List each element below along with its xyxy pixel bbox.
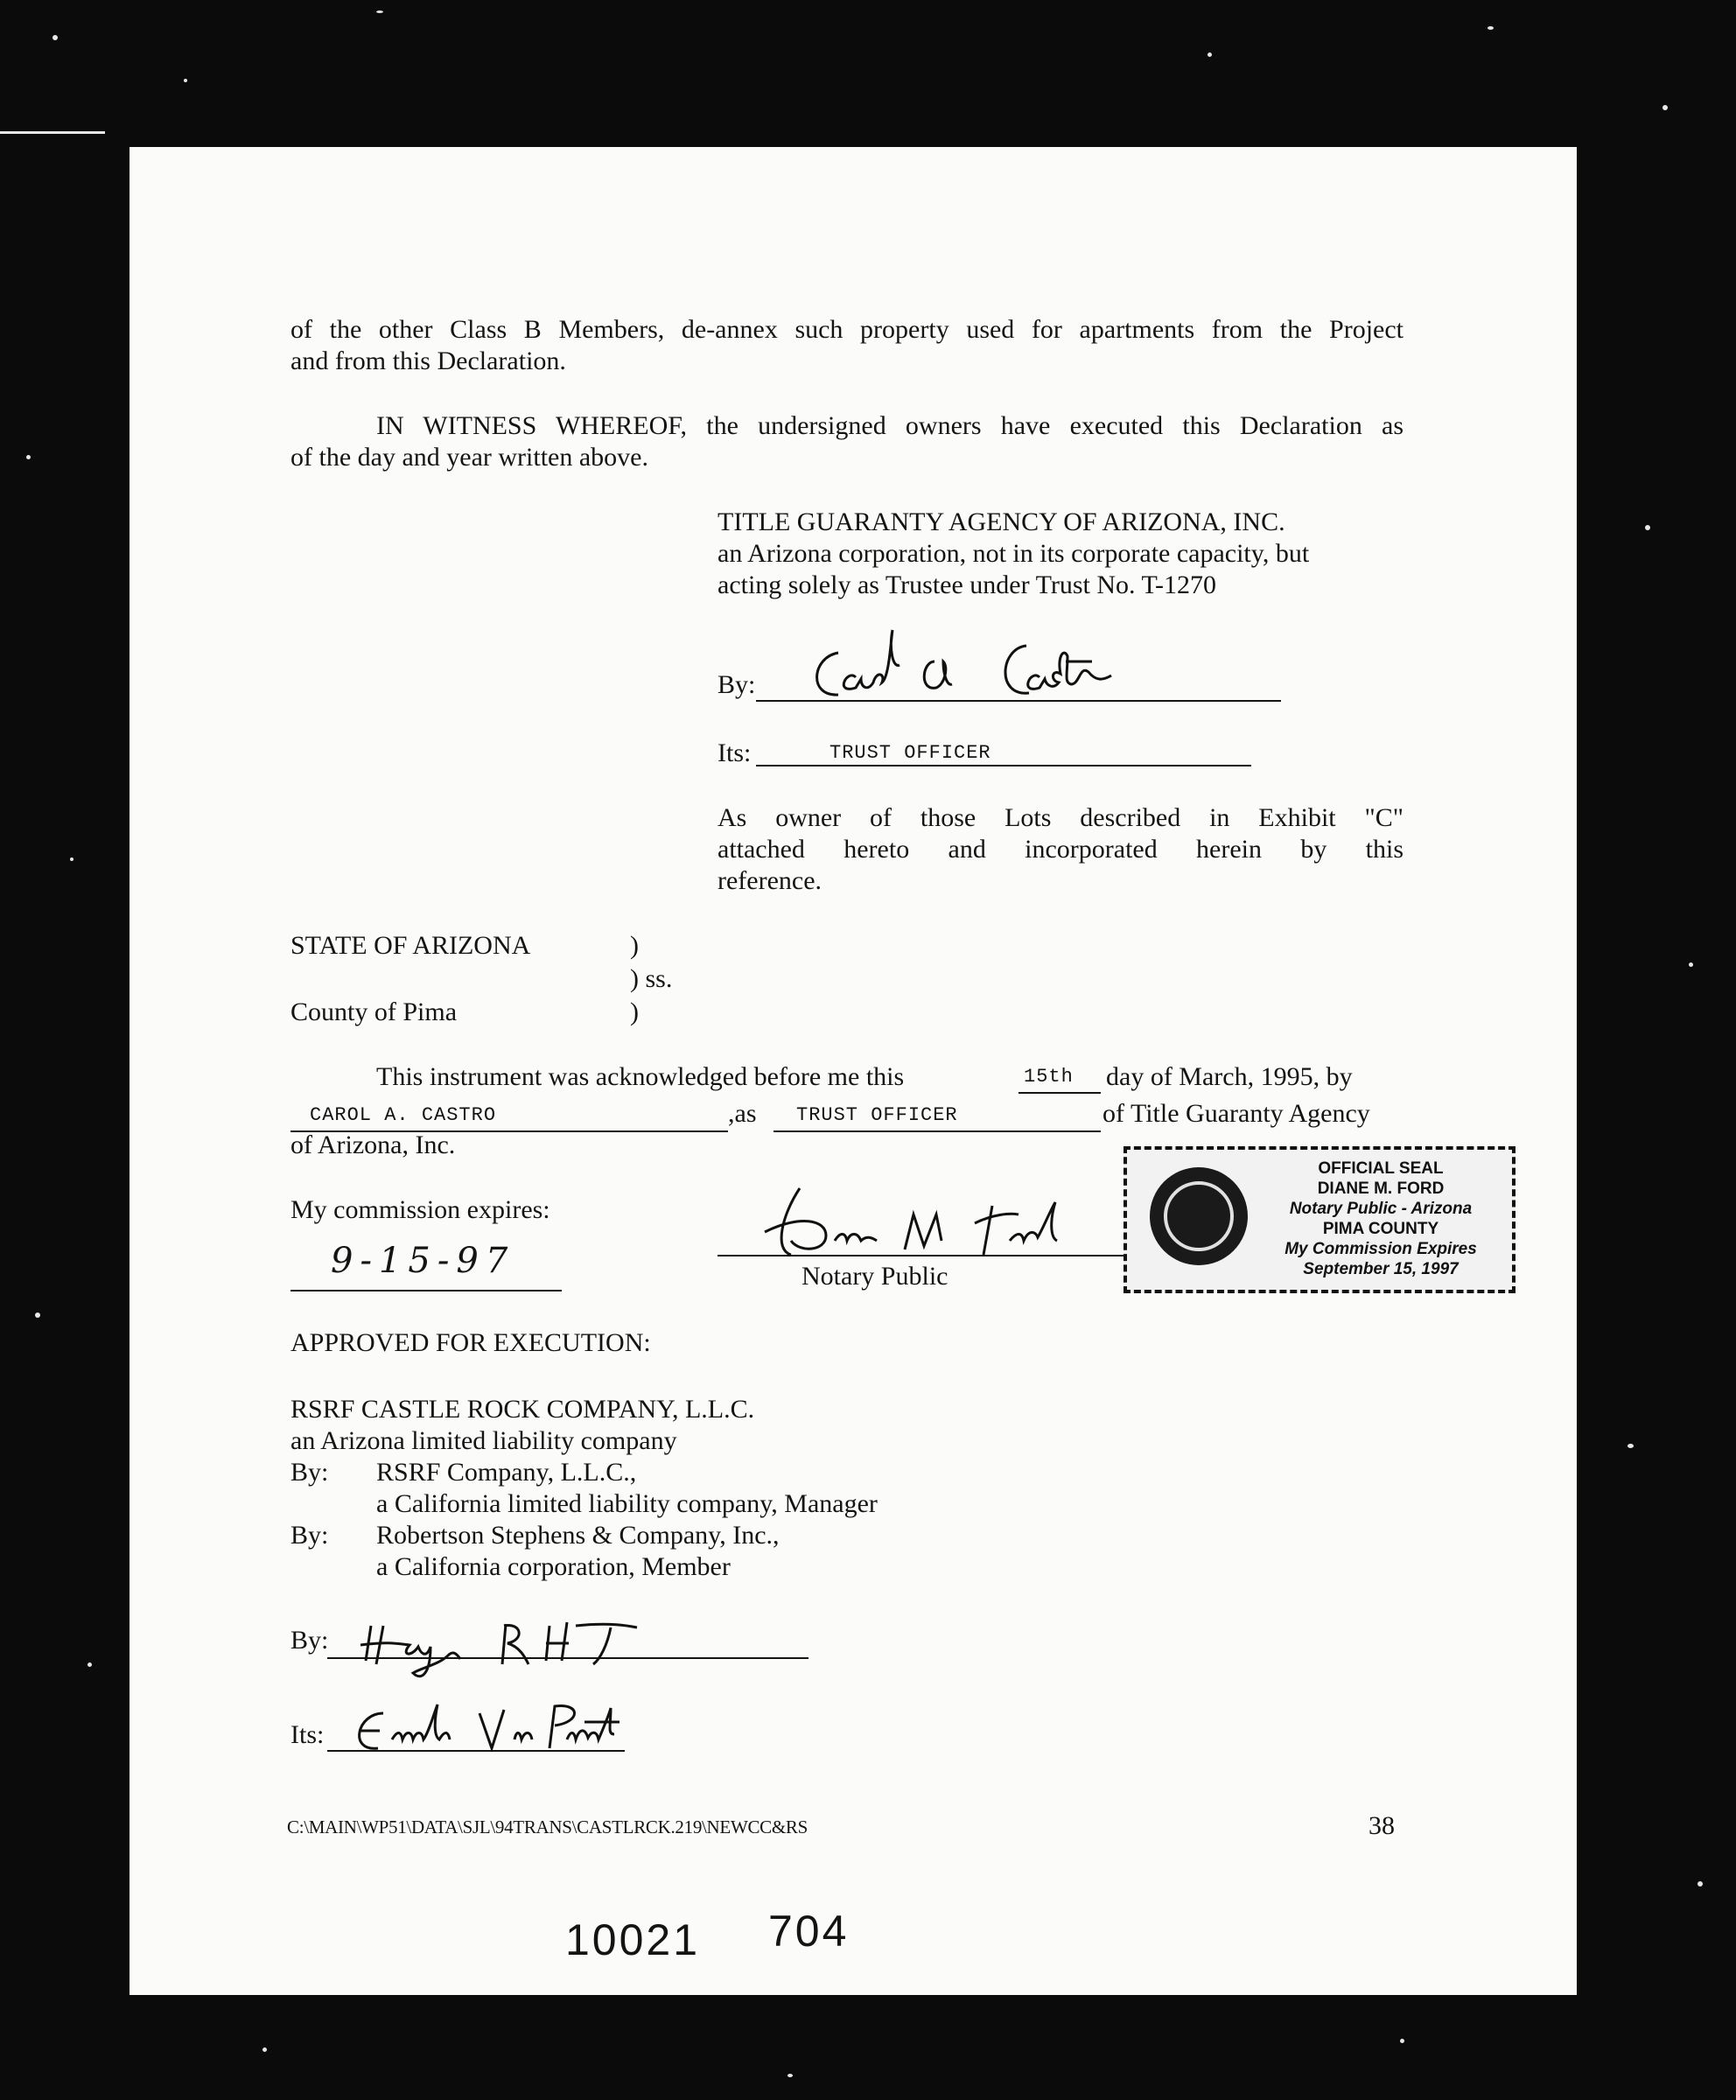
venue-paren-2: ) (630, 998, 639, 1026)
seal-line-5: My Commission Expires (1284, 1240, 1477, 1258)
commission-value: 9-15-97 (331, 1241, 515, 1281)
approval-company-desc: an Arizona limited liability company (290, 1426, 677, 1455)
approval-its-label: Its: (290, 1720, 325, 1749)
approval-by2-label: By: (290, 1521, 329, 1550)
approval-by2-desc: a California corporation, Member (376, 1552, 731, 1581)
approval-by2-name: Robertson Stephens & Company, Inc., (376, 1521, 780, 1550)
page-number: 38 (1368, 1811, 1395, 1840)
venue-state: STATE OF ARIZONA (290, 931, 531, 960)
intro-line-1: of the other Class B Members, de-annex such property used for apartments from the Project (290, 315, 1404, 344)
notary-seal-stamp (1124, 1146, 1516, 1293)
seal-line-4: PIMA COUNTY (1322, 1220, 1439, 1238)
trustee-its-label: Its: (718, 738, 752, 767)
seal-line-2: DIANE M. FORD (1317, 1180, 1445, 1198)
approval-heading: APPROVED FOR EXECUTION: (290, 1328, 651, 1357)
ack-text-1: This instrument was acknowledged before me this (376, 1062, 905, 1091)
ack-title-line (774, 1130, 1101, 1132)
trustee-its-value: TRUST OFFICER (830, 742, 991, 764)
witness-line-2: of the day and year written above. (290, 443, 648, 472)
notary-signature (747, 1171, 1115, 1267)
trustee-name: TITLE GUARANTY AGENCY OF ARIZONA, INC. (718, 508, 1285, 536)
ack-text-4: of Arizona, Inc. (290, 1130, 456, 1159)
approval-signature (357, 1608, 707, 1687)
ack-as-label: ,as (728, 1099, 757, 1128)
ack-text-3: of Title Guaranty Agency (1102, 1099, 1370, 1128)
trustee-line-2: an Arizona corporation, not in its corporate capacity, but (718, 539, 1310, 568)
approval-by1-label: By: (290, 1458, 329, 1487)
state-seal-emblem (1150, 1167, 1248, 1265)
ack-day-value: 15th (1024, 1066, 1074, 1088)
commission-line (290, 1290, 562, 1292)
ack-title-value: TRUST OFFICER (796, 1104, 958, 1126)
seal-text (1258, 1158, 1503, 1279)
notary-public-label: Notary Public (802, 1262, 948, 1291)
document-page (130, 147, 1577, 1995)
approval-by3-label: By: (290, 1626, 329, 1655)
seal-line-1: OFFICIAL SEAL (1318, 1159, 1444, 1178)
approval-company: RSRF CASTLE ROCK COMPANY, L.L.C. (290, 1395, 755, 1424)
trustee-its-line (756, 765, 1251, 766)
intro-line-2: and from this Declaration. (290, 346, 566, 375)
file-path: C:\MAIN\WP51\DATA\SJL\94TRANS\CASTLRCK.219\NEWCC&RS (287, 1816, 808, 1838)
owner-line-3: reference. (718, 866, 822, 895)
commission-label: My commission expires: (290, 1195, 550, 1224)
trustee-signature (803, 626, 1171, 705)
seal-line-6: September 15, 1997 (1303, 1260, 1459, 1278)
venue-paren-1: ) (630, 931, 639, 960)
ack-text-2: day of March, 1995, by (1106, 1062, 1353, 1091)
venue-ss: ) ss. (630, 964, 673, 993)
trustee-line-3: acting solely as Trustee under Trust No. T-1270 (718, 570, 1217, 599)
trustee-by-label: By: (718, 670, 756, 699)
witness-line-1: IN WITNESS WHEREOF, the undersigned owners have executed this Declaration as (376, 411, 1404, 440)
owner-line-1: As owner of those Lots described in Exhibit "C" (718, 803, 1404, 832)
stamp-number-right: 704 (768, 1907, 850, 1956)
ack-name-value: CAROL A. CASTRO (310, 1104, 497, 1126)
owner-line-2: attached hereto and incorporated herein by this (718, 835, 1404, 864)
approval-by1-name: RSRF Company, L.L.C., (376, 1458, 637, 1487)
stamp-number-left: 10021 (565, 1915, 701, 1964)
approval-its-signature (348, 1696, 637, 1766)
seal-line-3: Notary Public - Arizona (1289, 1200, 1473, 1218)
ack-day-line (1018, 1092, 1101, 1094)
venue-county: County of Pima (290, 998, 458, 1026)
approval-by1-desc: a California limited liability company, Manager (376, 1489, 878, 1518)
